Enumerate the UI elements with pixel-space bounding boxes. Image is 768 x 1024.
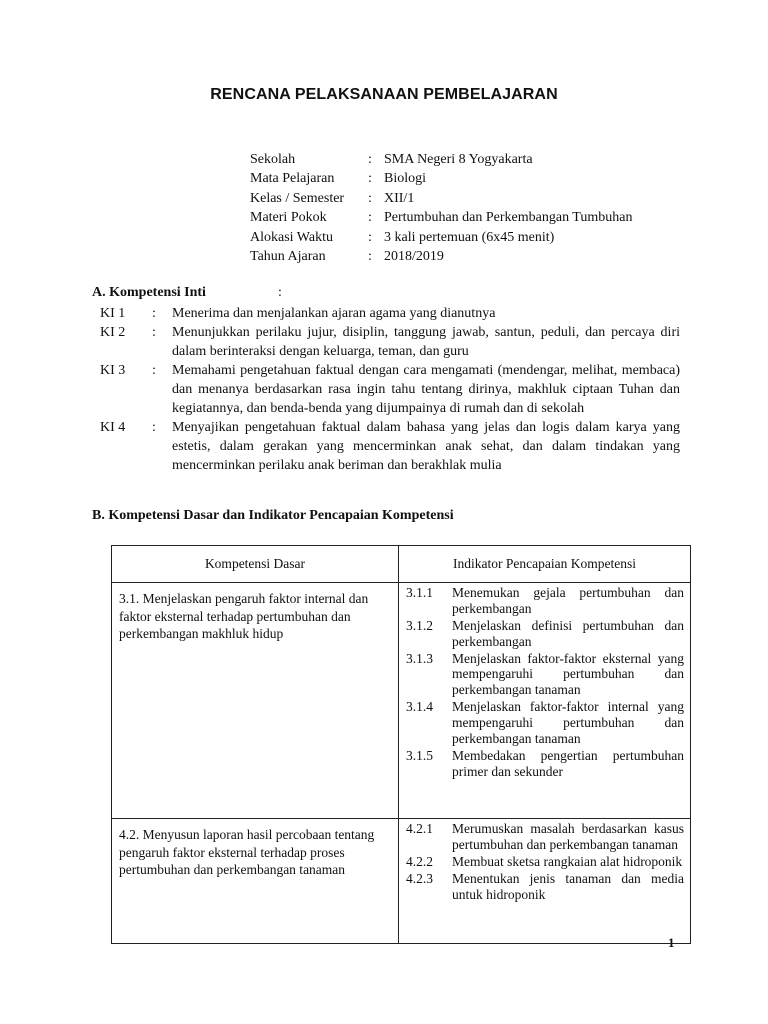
ki-text: Menerima dan menjalankan ajaran agama yang dianutnya: [172, 306, 496, 321]
section-a-title: A. Kompetensi Inti: [92, 285, 206, 300]
competency-table: [111, 545, 691, 944]
kd-text: 4.2. Menyusun laporan hasil percobaan tentang pengaruh faktor eksternal terhadap proses pertumbuhan dan perkembangan tanaman: [119, 827, 375, 877]
info-value: Pertumbuhan dan Perkembangan Tumbuhan: [384, 210, 633, 226]
table-header-row: [112, 546, 691, 583]
kd-cell: [112, 819, 399, 944]
indicator-text: Menentukan jenis tanaman dan media untuk hidroponik: [452, 870, 684, 902]
info-label: Materi Pokok: [250, 210, 327, 226]
identity-block: [250, 150, 632, 266]
info-colon: :: [368, 190, 372, 206]
ki-colon: :: [152, 306, 156, 321]
indicator-text: Menjelaskan faktor-faktor internal yang mempengaruhi pertumbuhan dan perkembangan tanaman: [452, 699, 684, 746]
info-colon: :: [368, 210, 372, 226]
info-colon: :: [368, 171, 372, 187]
info-row-alokasi-waktu: [250, 228, 632, 247]
info-value: 3 kali pertemuan (6x45 menit): [384, 229, 555, 245]
section-a-heading: [92, 285, 282, 301]
ki-colon: :: [152, 325, 156, 340]
info-value: SMA Negeri 8 Yogyakarta: [384, 152, 533, 167]
ki-item: [100, 361, 680, 418]
info-row-mata-pelajaran: [250, 169, 632, 188]
indicator-text: Menemukan gejala pertumbuhan dan perkembangan: [452, 585, 684, 616]
ki-colon: :: [152, 363, 156, 378]
ki-item: [100, 304, 680, 323]
indicator-text: Menjelaskan faktor-faktor eksternal yang mempengaruhi pertumbuhan dan perkembangan tanaman: [452, 650, 684, 698]
indicator-item: [406, 618, 684, 650]
table-row: [112, 583, 691, 819]
indicator-cell: [399, 819, 691, 944]
ki-item: [100, 323, 680, 361]
indicator-item: [406, 585, 684, 617]
header-indikator: Indikator Pencapaian Kompetensi: [399, 546, 691, 583]
ki-code: KI 4: [100, 420, 126, 435]
kompetensi-inti-list: [100, 304, 680, 475]
indicator-number: 3.1.2: [406, 617, 433, 633]
info-label: Alokasi Waktu: [250, 229, 333, 245]
info-value: Biologi: [384, 171, 427, 187]
page-number: 1: [668, 935, 675, 950]
info-row-kelas-semester: [250, 189, 632, 208]
header-kompetensi-dasar: Kompetensi Dasar: [112, 546, 399, 583]
ki-code: KI 3: [100, 363, 126, 378]
info-label: Sekolah: [250, 152, 296, 167]
indicator-item: [406, 821, 684, 853]
info-row-tahun-ajaran: [250, 247, 632, 266]
info-colon: :: [368, 248, 372, 264]
ki-text: Menunjukkan perilaku jujur, disiplin, tanggung jawab, santun, peduli, dan percaya diri dalam berinteraksi dengan keluarga, teman, dan guru: [172, 325, 680, 359]
table-row: [112, 819, 691, 944]
indicator-text: Membuat sketsa rangkaian alat hidroponik: [452, 853, 683, 869]
ki-colon: :: [152, 420, 156, 435]
ki-code: KI 2: [100, 325, 126, 340]
indicator-text: Menjelaskan definisi pertumbuhan dan perkembangan: [452, 617, 684, 649]
info-label: Mata Pelajaran: [250, 171, 335, 187]
indicator-number: 3.1.1: [406, 585, 433, 600]
indicator-item: [406, 871, 684, 903]
info-value: XII/1: [384, 190, 415, 206]
document-title: RENCANA PELAKSANAAN PEMBELAJARAN: [210, 86, 558, 103]
info-colon: :: [368, 152, 372, 167]
indicator-number: 3.1.3: [406, 650, 433, 666]
indicator-text: Merumuskan masalah berdasarkan kasus pertumbuhan dan perkembangan tanaman: [452, 821, 684, 852]
indicator-number: 3.1.5: [406, 747, 433, 763]
info-label: Tahun Ajaran: [250, 248, 326, 264]
indicator-text: Membedakan pengertian pertumbuhan primer dan sekunder: [452, 747, 684, 779]
kd-cell: [112, 583, 399, 819]
indicator-number: 4.2.1: [406, 821, 433, 836]
info-row-sekolah: [250, 150, 632, 169]
kd-text: 3.1. Menjelaskan pengaruh faktor internal dan faktor eksternal terhadap pertumbuhan dan perkembangan makhluk hidup: [119, 591, 369, 641]
info-colon: :: [368, 229, 372, 245]
indicator-number: 3.1.4: [406, 699, 433, 715]
indicator-item: [406, 699, 684, 746]
ki-code: KI 1: [100, 306, 126, 321]
indicator-number: 4.2.3: [406, 870, 433, 886]
ki-text: Memahami pengetahuan faktual dengan cara mengamati (mendengar, melihat, membaca) dan menanya berdasarkan rasa ingin tahu tentang dirinya, makhluk ciptaan Tuhan dan kegiatannya, dan benda-benda yang dijumpainya di rumah dan di sekolah: [172, 363, 680, 416]
ki-text: Menyajikan pengetahuan faktual dalam bahasa yang jelas dan logis dalam karya yang estetis, dalam gerakan yang mencerminkan anak sehat, dan dalam tindakan yang mencerminkan perilaku anak beriman dan berakhlak mulia: [172, 420, 680, 473]
indicator-item: [406, 854, 684, 870]
info-value: 2018/2019: [384, 248, 444, 264]
info-row-materi-pokok: [250, 208, 632, 227]
ki-item: [100, 418, 680, 475]
info-label: Kelas / Semester: [250, 190, 345, 206]
indicator-item: [406, 748, 684, 780]
indicator-number: 4.2.2: [406, 853, 433, 869]
indicator-item: [406, 651, 684, 698]
section-a-colon: :: [278, 285, 282, 300]
section-b-heading: B. Kompetensi Dasar dan Indikator Pencapaian Kompetensi: [92, 508, 454, 523]
indicator-cell: [399, 583, 691, 819]
